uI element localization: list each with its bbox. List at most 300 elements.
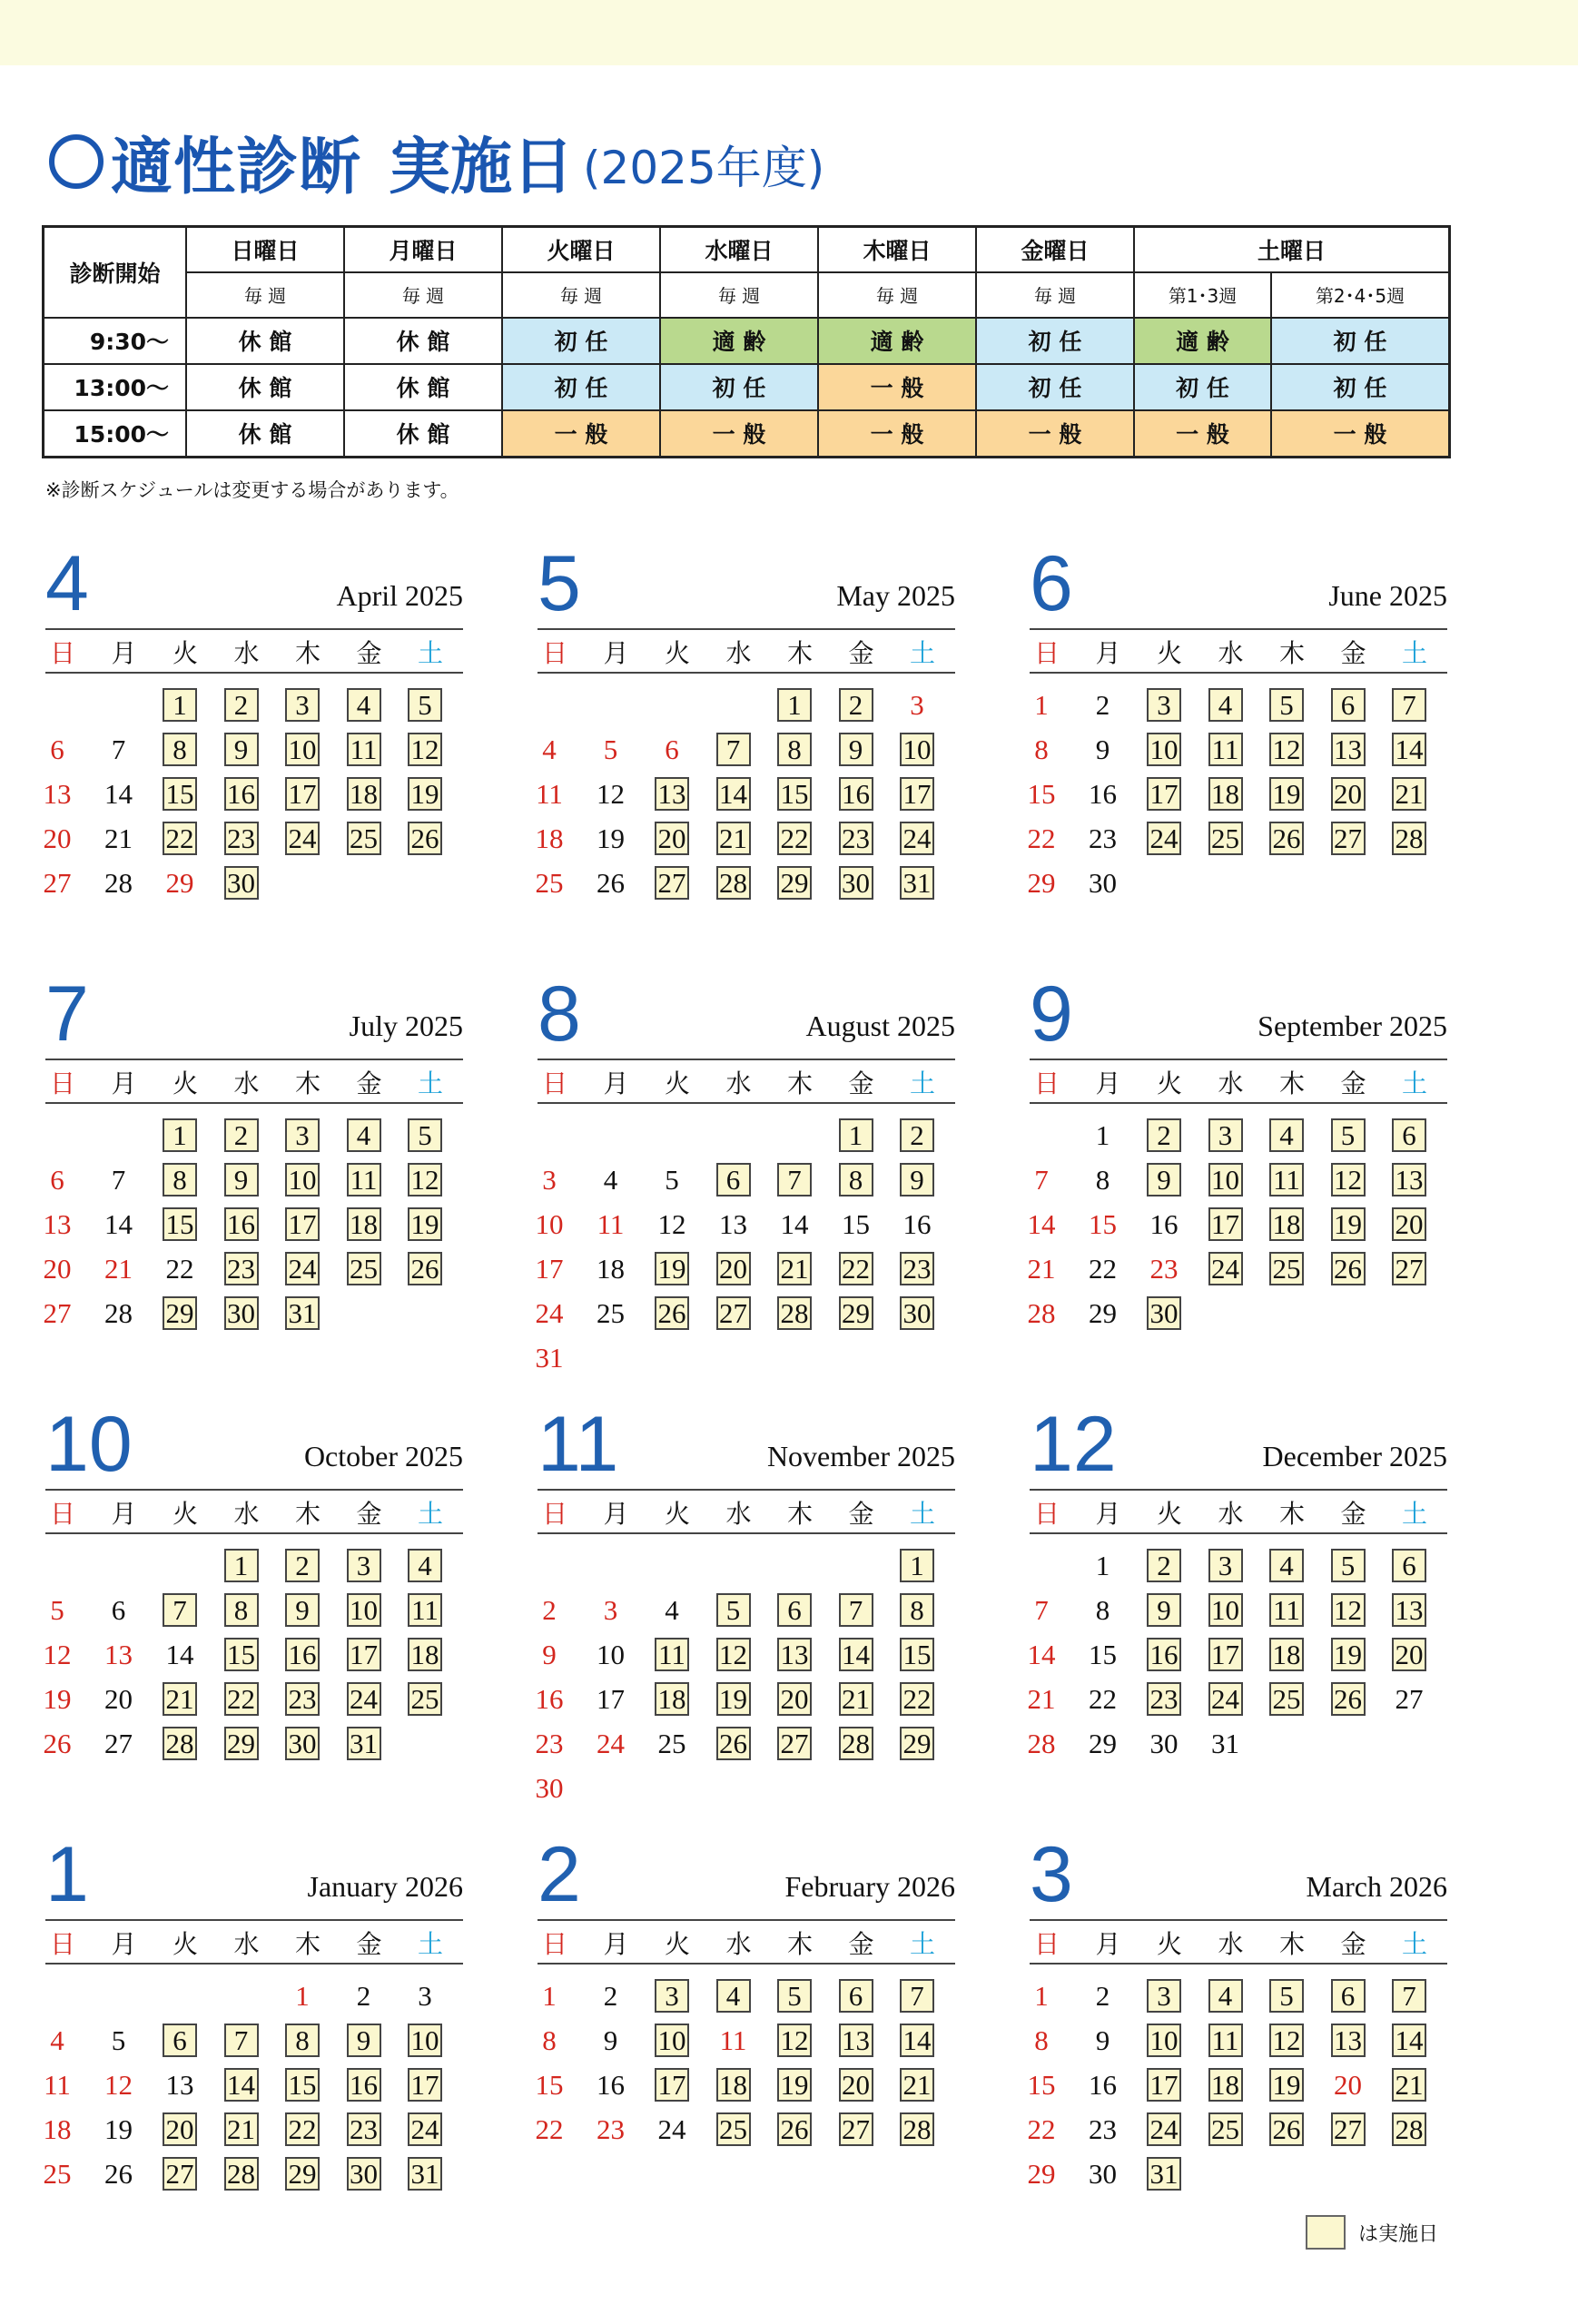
calendar-day: 30 (224, 866, 259, 900)
calendar-day: 7 (111, 1164, 126, 1196)
calendar-day: 11 (719, 2024, 747, 2056)
title-sub: 実施日 (389, 131, 575, 203)
weekday-label: 水 (1218, 1499, 1244, 1529)
weekday-label: 土 (417, 638, 443, 668)
calendar-day: 28 (1392, 2112, 1426, 2146)
legend (1306, 2215, 1438, 2250)
calendar-day: 3 (655, 1979, 689, 2013)
calendar-day: 16 (1089, 2069, 1117, 2101)
calendar-day: 1 (777, 688, 812, 722)
month-calendar (1027, 1831, 1447, 2217)
month-number: 8 (538, 970, 581, 1058)
calendar-day: 20 (43, 1253, 72, 1285)
month-name: September 2025 (1257, 1009, 1447, 1042)
weekday-label: 金 (1340, 1929, 1366, 1959)
calendar-day: 26 (655, 1296, 689, 1330)
calendar-day: 14 (900, 2024, 934, 2057)
calendar-day: 14 (165, 1639, 194, 1670)
calendar-day: 18 (716, 2068, 751, 2102)
slot-cell: 一 般 (1134, 410, 1271, 458)
calendar-day: 4 (603, 1164, 618, 1196)
weekday-label: 日 (541, 638, 567, 668)
calendar-day: 6 (716, 1163, 751, 1196)
calendar-day: 11 (44, 2069, 71, 2101)
calendar-day: 13 (43, 1208, 72, 1240)
weekday-label: 金 (356, 1929, 382, 1959)
calendar-day: 20 (716, 1252, 751, 1285)
weekday-label: 日 (49, 1499, 75, 1529)
calendar-day: 25 (347, 822, 381, 855)
weekday-header (45, 1489, 463, 1534)
calendar-day: 10 (597, 1639, 625, 1670)
weekday-label: 月 (603, 1068, 629, 1098)
weekday-label: 木 (786, 1068, 813, 1098)
calendar-day: 11 (1208, 2024, 1243, 2057)
calendar-day: 10 (1208, 1593, 1243, 1627)
calendar-day: 1 (1095, 1119, 1110, 1151)
calendar-day: 1 (542, 1980, 557, 2012)
calendar-day: 23 (900, 1252, 934, 1285)
calendar-day: 24 (900, 822, 934, 855)
title-main: 適性診断 (111, 131, 362, 203)
calendar-day: 13 (1331, 2024, 1366, 2057)
saturday-frequency-1: 第1･3週 (1134, 272, 1271, 318)
calendar-day: 19 (43, 1683, 72, 1715)
slot-cell: 初 任 (1134, 364, 1271, 410)
weekday-label: 金 (1340, 1068, 1366, 1098)
calendar-day: 13 (1331, 733, 1366, 766)
weekday-label: 月 (603, 638, 629, 668)
calendar-day: 26 (777, 2112, 812, 2146)
weekday-label: 土 (1401, 1068, 1427, 1098)
slot-cell: 初 任 (1271, 318, 1449, 364)
slot-cell: 休 館 (186, 364, 344, 410)
calendar-day: 12 (43, 1639, 72, 1670)
calendar-day: 27 (716, 1296, 751, 1330)
calendar-day: 2 (839, 688, 873, 722)
weekday-label: 土 (909, 638, 935, 668)
calendar-day: 4 (408, 1549, 442, 1582)
calendar-day: 2 (1147, 1118, 1181, 1152)
calendar-day: 9 (839, 733, 873, 766)
month-number: 4 (45, 540, 89, 627)
calendar-day: 23 (224, 822, 259, 855)
weekday-label: 日 (1033, 1499, 1060, 1529)
calendar-day: 5 (777, 1979, 812, 2013)
calendar-day: 22 (1027, 822, 1056, 854)
calendar-day: 18 (1269, 1207, 1304, 1241)
calendar-day: 17 (535, 1253, 564, 1285)
month-calendar (1027, 970, 1447, 1356)
calendar-day: 2 (356, 1980, 371, 2012)
calendar-day: 25 (716, 2112, 751, 2146)
month-calendar (43, 540, 463, 926)
calendar-day: 9 (347, 2024, 381, 2057)
top-band (0, 0, 1578, 65)
calendar-day: 30 (1089, 2158, 1117, 2190)
slot-cell: 一 般 (502, 410, 660, 458)
month-calendar (535, 540, 955, 926)
month-calendar (1027, 1401, 1447, 1787)
calendar-day: 22 (900, 1682, 934, 1716)
calendar-day: 6 (1392, 1118, 1426, 1152)
calendar-day: 17 (900, 777, 934, 811)
calendar-day: 29 (1027, 867, 1056, 899)
calendar-day: 23 (535, 1728, 564, 1759)
calendar-day: 31 (1147, 2157, 1181, 2191)
weekday-label: 火 (664, 1499, 690, 1529)
calendar-day: 4 (1208, 688, 1243, 722)
calendar-day: 8 (163, 1163, 197, 1196)
month-name: October 2025 (303, 1440, 463, 1472)
slot-cell: 休 館 (186, 410, 344, 458)
calendar-day: 21 (777, 1252, 812, 1285)
calendar-day: 20 (655, 822, 689, 855)
weekday-label: 日 (1033, 1068, 1060, 1098)
calendar-day: 18 (1208, 777, 1243, 811)
calendar-day: 20 (839, 2068, 873, 2102)
calendar-day: 27 (104, 1728, 133, 1759)
weekday-label: 水 (233, 1068, 260, 1098)
calendar-day: 4 (1269, 1118, 1304, 1152)
calendar-day: 23 (1089, 2113, 1117, 2145)
weekday-label: 金 (356, 1499, 382, 1529)
calendar-day: 15 (1027, 778, 1056, 810)
month-calendar (1027, 540, 1447, 926)
slot-cell: 休 館 (344, 364, 502, 410)
calendar-day: 19 (104, 2113, 133, 2145)
calendar-day: 25 (1208, 2112, 1243, 2146)
calendar-day: 22 (224, 1682, 259, 1716)
weekday-label: 土 (1401, 1499, 1427, 1529)
calendar-day: 3 (1208, 1118, 1243, 1152)
calendar-day: 11 (1208, 733, 1243, 766)
weekday-label: 月 (603, 1499, 629, 1529)
weekday-label: 月 (603, 1929, 629, 1959)
slot-cell: 休 館 (344, 318, 502, 364)
calendar-day: 10 (285, 1163, 320, 1196)
weekday-label: 火 (1156, 638, 1182, 668)
calendar-day: 21 (1027, 1683, 1056, 1715)
calendar-day: 1 (163, 1118, 197, 1152)
calendar-day: 1 (1095, 1550, 1110, 1581)
weekday-label: 木 (294, 1068, 321, 1098)
calendar-day: 16 (902, 1208, 932, 1240)
month-name: June 2025 (1328, 579, 1447, 612)
day-frequency: 毎 週 (344, 272, 502, 318)
calendar-day: 20 (1392, 1638, 1426, 1671)
weekday-label: 木 (786, 638, 813, 668)
slot-cell: 初 任 (976, 318, 1134, 364)
slot-cell: 一 般 (976, 410, 1134, 458)
calendar-day: 9 (1147, 1593, 1181, 1627)
slot-cell: 一 般 (660, 410, 818, 458)
calendar-day: 11 (536, 778, 563, 810)
calendar-day: 13 (165, 2069, 194, 2101)
calendar-day: 1 (1034, 689, 1049, 721)
month-number: 1 (45, 1831, 89, 1918)
weekday-label: 月 (111, 1068, 137, 1098)
calendar-day: 9 (224, 1163, 259, 1196)
calendar-day: 17 (408, 2068, 442, 2102)
weekday-label: 土 (909, 1499, 935, 1529)
calendar-day: 31 (347, 1727, 381, 1760)
calendar-day: 30 (535, 1772, 564, 1804)
calendar-day: 21 (1392, 2068, 1426, 2102)
weekday-header (1030, 628, 1447, 674)
calendar-day: 21 (716, 822, 751, 855)
weekday-label: 木 (786, 1929, 813, 1959)
calendar-day: 21 (839, 1682, 873, 1716)
calendar-day: 14 (1392, 2024, 1426, 2057)
calendar-day: 26 (104, 2158, 133, 2190)
calendar-day: 14 (839, 1638, 873, 1671)
calendar-day: 25 (347, 1252, 381, 1285)
month-name: January 2026 (307, 1870, 463, 1903)
calendar-day: 17 (655, 2068, 689, 2102)
calendar-day: 23 (1147, 1682, 1181, 1716)
calendar-day: 2 (1095, 689, 1110, 721)
calendar-day: 24 (597, 1728, 625, 1759)
calendar-day: 14 (1027, 1208, 1056, 1240)
calendar-day: 25 (597, 1297, 625, 1329)
calendar-day: 9 (224, 733, 259, 766)
calendar-day: 3 (603, 1594, 618, 1626)
calendar-day: 16 (839, 777, 873, 811)
calendar-day: 29 (285, 2157, 320, 2191)
calendar-day: 28 (1392, 822, 1426, 855)
weekday-label: 火 (1156, 1068, 1182, 1098)
legend-swatch (1306, 2215, 1346, 2250)
weekday-label: 日 (49, 1929, 75, 1959)
calendar-day: 26 (1269, 2112, 1304, 2146)
calendar-day: 11 (1269, 1163, 1304, 1196)
weekday-label: 土 (909, 1929, 935, 1959)
calendar-day: 12 (1269, 2024, 1304, 2057)
calendar-day: 21 (104, 822, 133, 854)
calendar-day: 30 (224, 1296, 259, 1330)
weekday-label: 月 (111, 1929, 137, 1959)
calendar-day: 5 (408, 1118, 442, 1152)
calendar-day: 31 (535, 1342, 564, 1374)
calendar-day: 3 (1147, 1979, 1181, 2013)
calendar-day: 18 (535, 822, 564, 854)
calendar-day: 30 (839, 866, 873, 900)
month-calendar (43, 1831, 463, 2217)
calendar-day: 29 (165, 867, 194, 899)
calendar-day: 12 (1269, 733, 1304, 766)
month-calendar (43, 1401, 463, 1787)
calendar-day: 19 (1331, 1638, 1366, 1671)
weekday-label: 金 (848, 1499, 874, 1529)
weekday-label: 月 (1095, 638, 1121, 668)
calendar-day: 23 (285, 1682, 320, 1716)
calendar-day: 31 (1211, 1728, 1239, 1759)
month-number: 6 (1030, 540, 1073, 627)
calendar-day: 18 (347, 1207, 381, 1241)
month-number: 5 (538, 540, 581, 627)
weekday-label: 土 (1401, 638, 1427, 668)
calendar-day: 29 (777, 866, 812, 900)
weekday-label: 水 (1218, 1068, 1244, 1098)
calendar-day: 26 (408, 822, 442, 855)
calendar-day: 27 (655, 866, 689, 900)
calendar-day: 20 (777, 1682, 812, 1716)
calendar-day: 19 (408, 1207, 442, 1241)
calendar-day: 18 (1208, 2068, 1243, 2102)
calendar-day: 6 (1331, 1979, 1366, 2013)
calendar-day: 8 (839, 1163, 873, 1196)
slot-cell: 初 任 (502, 318, 660, 364)
calendar-day: 18 (597, 1253, 625, 1285)
weekday-label: 水 (233, 1499, 260, 1529)
calendar-day: 20 (163, 2112, 197, 2146)
calendar-day: 28 (839, 1727, 873, 1760)
calendar-day: 22 (777, 822, 812, 855)
weekday-label: 火 (172, 638, 198, 668)
calendar-day: 16 (1089, 778, 1117, 810)
calendar-day: 31 (285, 1296, 320, 1330)
calendar-day: 20 (43, 822, 72, 854)
month-calendar (535, 970, 955, 1374)
calendar-day: 26 (1269, 822, 1304, 855)
slot-cell: 一 般 (1271, 410, 1449, 458)
calendar-day: 7 (900, 1979, 934, 2013)
weekday-label: 日 (1033, 638, 1060, 668)
weekday-label: 日 (49, 638, 75, 668)
weekday-header (45, 1059, 463, 1104)
month-number: 7 (45, 970, 89, 1058)
calendar-day: 5 (1269, 688, 1304, 722)
calendar-day: 27 (43, 867, 72, 899)
calendar-day: 30 (900, 1296, 934, 1330)
weekday-label: 金 (848, 1068, 874, 1098)
weekday-label: 木 (294, 1499, 321, 1529)
calendar-day: 28 (1027, 1728, 1056, 1759)
calendar-day: 17 (285, 777, 320, 811)
day-header: 木曜日 (818, 227, 976, 272)
schedule-row (44, 410, 1450, 458)
weekday-label: 日 (541, 1499, 567, 1529)
calendar-day: 24 (1208, 1682, 1243, 1716)
calendar-day: 3 (347, 1549, 381, 1582)
calendar-day: 18 (408, 1638, 442, 1671)
calendar-day: 21 (224, 2112, 259, 2146)
calendar-day: 20 (104, 1683, 133, 1715)
calendar-day: 10 (1208, 1163, 1243, 1196)
weekday-label: 水 (233, 1929, 260, 1959)
slot-cell: 一 般 (818, 410, 976, 458)
calendar-day: 15 (777, 777, 812, 811)
calendar-day: 8 (1034, 734, 1049, 765)
calendar-day: 14 (104, 778, 133, 810)
calendar-day: 27 (839, 2112, 873, 2146)
calendar-day: 7 (1392, 1979, 1426, 2013)
calendar-day: 9 (603, 2024, 618, 2056)
month-name: November 2025 (766, 1440, 955, 1472)
calendar-day: 23 (597, 2113, 625, 2145)
weekday-label: 火 (172, 1068, 198, 1098)
calendar-day: 28 (104, 1297, 133, 1329)
calendar-day: 3 (1147, 688, 1181, 722)
day-frequency: 毎 週 (976, 272, 1134, 318)
calendar-day: 6 (1331, 688, 1366, 722)
calendar-day: 29 (1089, 1297, 1117, 1329)
calendar-day: 15 (842, 1208, 870, 1240)
circle-icon (49, 134, 104, 189)
calendar-day: 7 (163, 1593, 197, 1627)
calendar-day: 21 (1392, 777, 1426, 811)
calendar-day: 9 (1147, 1163, 1181, 1196)
calendar-day: 12 (104, 2069, 133, 2101)
month-calendar (535, 1401, 955, 1804)
calendar-day: 18 (655, 1682, 689, 1716)
calendar-day: 12 (597, 778, 625, 810)
schedule-corner: 診断開始 (44, 227, 187, 318)
calendar-day: 22 (1027, 2113, 1056, 2145)
calendar-day: 30 (285, 1727, 320, 1760)
calendar-day: 12 (408, 1163, 442, 1196)
calendar-day: 27 (1331, 822, 1366, 855)
day-frequency: 毎 週 (818, 272, 976, 318)
calendar-day: 28 (716, 866, 751, 900)
calendar-day: 21 (1027, 1253, 1056, 1285)
calendar-day: 16 (285, 1638, 320, 1671)
calendar-day: 7 (1392, 688, 1426, 722)
calendar-day: 17 (285, 1207, 320, 1241)
calendar-day: 8 (777, 733, 812, 766)
calendar-day: 4 (1208, 1979, 1243, 2013)
calendar-day: 7 (111, 734, 126, 765)
weekday-label: 金 (1340, 638, 1366, 668)
calendar-day: 16 (1149, 1208, 1179, 1240)
calendar-day: 25 (657, 1728, 686, 1759)
month-number: 9 (1030, 970, 1073, 1058)
calendar-day: 1 (900, 1549, 934, 1582)
weekday-label: 木 (1278, 638, 1305, 668)
calendar-day: 22 (163, 822, 197, 855)
calendar-day: 20 (1334, 2069, 1362, 2101)
calendar-day: 2 (224, 688, 259, 722)
calendar-day: 17 (597, 1683, 625, 1715)
calendar-day: 5 (716, 1593, 751, 1627)
calendar-day: 1 (1034, 1980, 1049, 2012)
calendar-day: 19 (1269, 777, 1304, 811)
weekday-label: 水 (725, 1068, 752, 1098)
calendar-day: 2 (224, 1118, 259, 1152)
calendar-day: 23 (1089, 822, 1117, 854)
calendar-day: 24 (1147, 2112, 1181, 2146)
calendar-day: 26 (1331, 1682, 1366, 1716)
calendar-day: 24 (1208, 1252, 1243, 1285)
calendar-day: 13 (43, 778, 72, 810)
calendar-day: 13 (1392, 1593, 1426, 1627)
calendar-day: 5 (1331, 1118, 1366, 1152)
slot-cell: 初 任 (660, 364, 818, 410)
weekday-label: 金 (848, 638, 874, 668)
calendar-day: 22 (1089, 1253, 1117, 1285)
slot-cell: 休 館 (186, 318, 344, 364)
calendar-day: 17 (1208, 1207, 1243, 1241)
calendar-day: 19 (716, 1682, 751, 1716)
calendar-day: 28 (1027, 1297, 1056, 1329)
calendar-day: 6 (163, 2024, 197, 2057)
weekday-label: 木 (1278, 1068, 1305, 1098)
calendar-day: 4 (665, 1594, 679, 1626)
calendar-day: 26 (408, 1252, 442, 1285)
calendar-day: 6 (50, 734, 64, 765)
calendar-day: 1 (163, 688, 197, 722)
